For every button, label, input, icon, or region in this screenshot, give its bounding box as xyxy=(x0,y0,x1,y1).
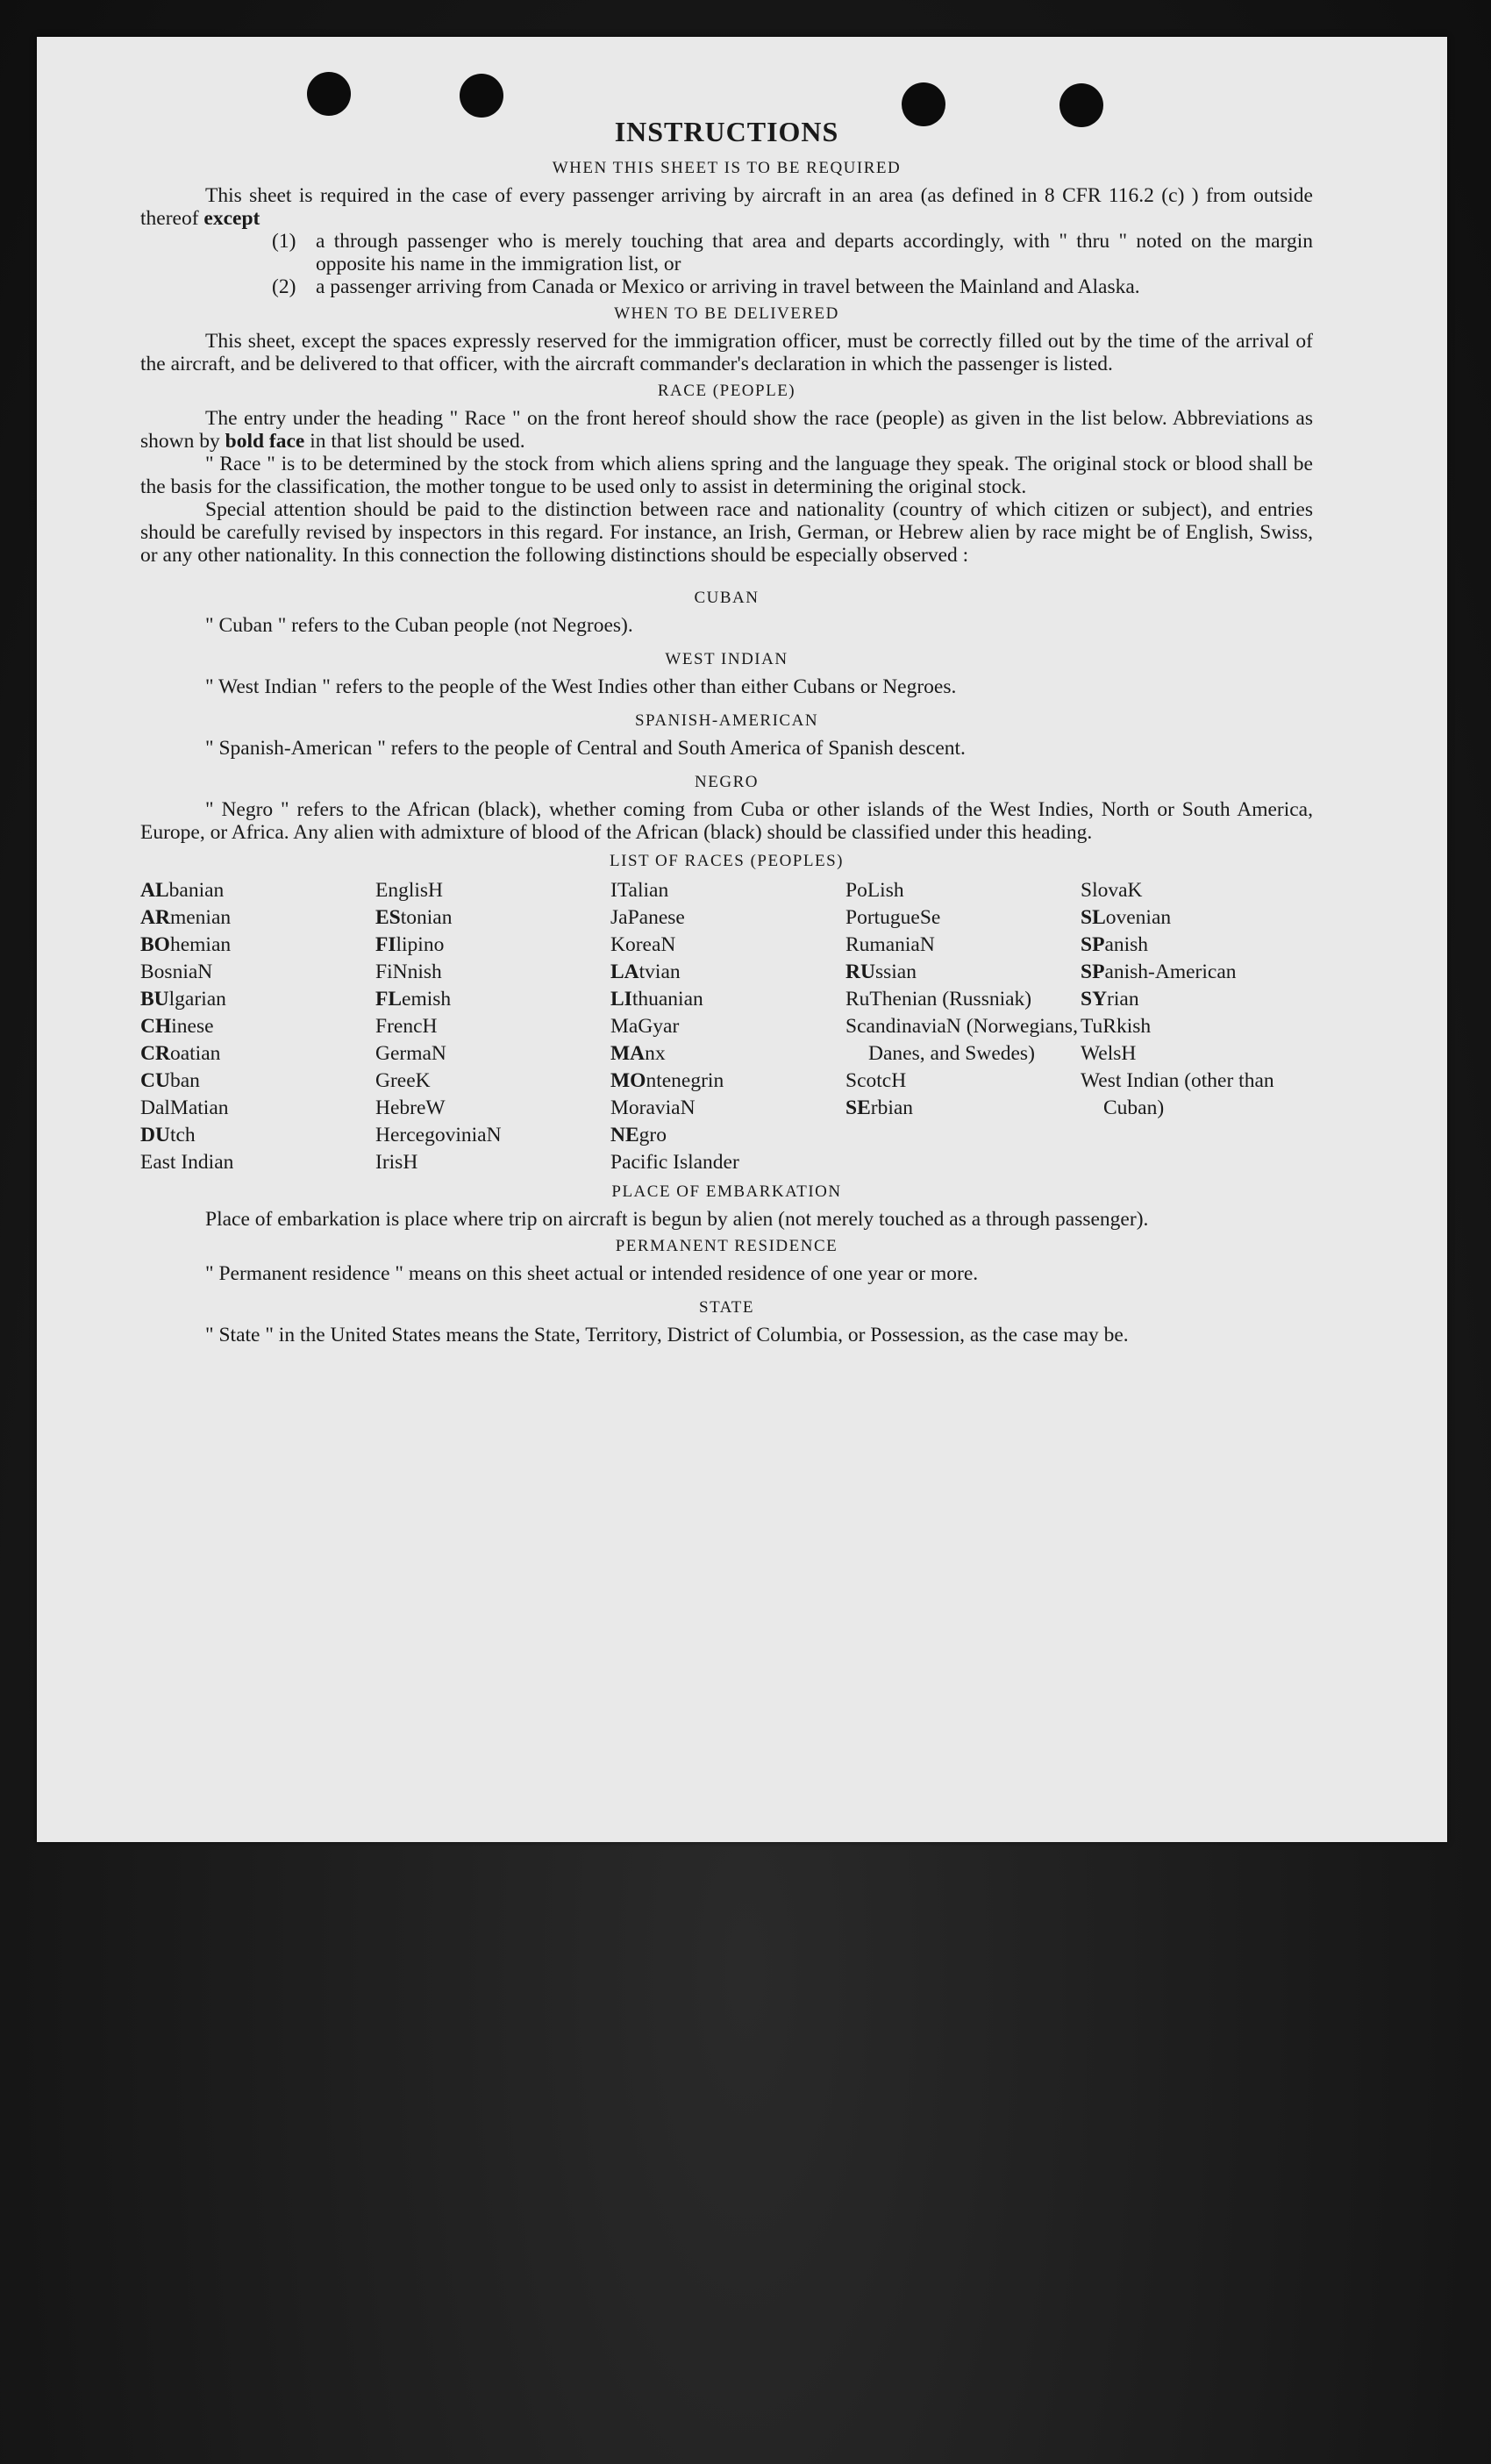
race-abbreviation: SE xyxy=(845,1096,871,1119)
race-abbreviation: MA xyxy=(610,1042,646,1065)
paragraph-cuban: " Cuban " refers to the Cuban people (not Negroes). xyxy=(205,614,633,637)
race-item xyxy=(610,1095,845,1122)
race-abbreviation: ES xyxy=(375,906,401,929)
race-item xyxy=(140,1095,375,1122)
heading-west-indian: WEST INDIAN xyxy=(665,650,788,668)
race-item xyxy=(375,1013,610,1040)
paragraph-race-1-text-end: in that list should be used. xyxy=(310,430,525,453)
race-item xyxy=(375,904,610,932)
races-list xyxy=(140,877,1313,1176)
race-abbreviation: AR xyxy=(140,906,170,929)
race-abbreviation: LI xyxy=(610,988,632,1011)
race-abbreviation: AL xyxy=(140,879,169,902)
race-abbreviation: FI xyxy=(375,933,396,956)
race-name: tch xyxy=(169,1124,196,1146)
race-item xyxy=(845,1095,1081,1122)
race-item xyxy=(610,1013,845,1040)
exception-text: a through passenger who is merely touching that area and departs accordingly, with " thru " noted on the margin opposite his name in the immigration list, or xyxy=(316,230,1313,275)
race-abbreviation: NE xyxy=(610,1124,639,1146)
race-name: emish xyxy=(402,988,452,1011)
race-item xyxy=(140,877,375,904)
race-abbreviation: CR xyxy=(140,1042,170,1065)
race-item xyxy=(610,959,845,986)
paragraph-required-except: except xyxy=(203,207,260,230)
race-abbreviation: SP xyxy=(1081,933,1105,956)
exception-item-2 xyxy=(272,275,1313,298)
race-item xyxy=(610,904,845,932)
race-name: TuRkish xyxy=(1081,1015,1152,1038)
races-column xyxy=(845,877,1081,1176)
race-name: KoreaN xyxy=(610,933,676,956)
race-abbreviation: CU xyxy=(140,1069,170,1092)
race-name: ntenegrin xyxy=(646,1069,724,1092)
race-item xyxy=(845,932,1081,959)
race-item xyxy=(610,932,845,959)
race-abbreviation: SL xyxy=(1081,906,1106,929)
race-name: ovenian xyxy=(1105,906,1172,929)
paragraph-race-2: " Race " is to be determined by the stock from which aliens spring and the language they speak. The original stock or blood shall be the basis for the classification, the mother tongue to be used only to assist in determining the original stock. xyxy=(140,453,1313,498)
paragraph-embarkation: Place of embarkation is place where trip on aircraft is begun by alien (not merely touched as a through passenger). xyxy=(205,1208,1149,1231)
race-item xyxy=(375,877,610,904)
race-item xyxy=(610,1068,845,1095)
race-name: WelsH xyxy=(1081,1042,1137,1065)
paragraph-residence: " Permanent residence " means on this sheet actual or intended residence of one year or more. xyxy=(205,1262,979,1285)
heading-list-of-races: LIST OF RACES (PEOPLES) xyxy=(610,852,844,870)
race-name: DalMatian xyxy=(140,1096,229,1119)
race-item xyxy=(140,1040,375,1068)
race-name: FrencH xyxy=(375,1015,438,1038)
race-name: rbian xyxy=(870,1096,914,1119)
race-item xyxy=(140,1149,375,1176)
instructions-content xyxy=(140,116,1313,1346)
paragraph-race-1-text: The entry under the heading " Race " on the front hereof should show the race (people) as given in the list below. Abbreviations as shown by xyxy=(140,407,1313,453)
race-name: MoraviaN xyxy=(610,1096,696,1119)
race-item xyxy=(375,986,610,1013)
race-item xyxy=(140,932,375,959)
race-name: ssian xyxy=(874,961,917,983)
paragraph-delivered: This sheet, except the spaces expressly reserved for the immigration officer, must be correctly filled out by the time of the arrival of the aircraft, and be delivered to that officer, with the aircraft commander's declaration in which the passenger is listed. xyxy=(140,330,1313,375)
race-name: thuanian xyxy=(631,988,703,1011)
race-item xyxy=(140,904,375,932)
race-item xyxy=(1081,1068,1313,1122)
page-title: INSTRUCTIONS xyxy=(614,116,839,147)
race-abbreviation: BU xyxy=(140,988,169,1011)
race-abbreviation: CH xyxy=(140,1015,172,1038)
races-column xyxy=(1081,877,1313,1176)
race-name: menian xyxy=(169,906,232,929)
race-name: tvian xyxy=(638,961,681,983)
race-name: IrisH xyxy=(375,1151,418,1174)
race-abbreviation: FL xyxy=(375,988,403,1011)
paragraph-state: " State " in the United States means the State, Territory, District of Columbia, or Possession, as the case may be. xyxy=(205,1324,1129,1346)
race-name: oatian xyxy=(169,1042,221,1065)
exception-number: (1) xyxy=(272,230,296,253)
punch-hole xyxy=(307,72,351,116)
race-name: anish-American xyxy=(1104,961,1237,983)
heading-cuban: CUBAN xyxy=(694,589,760,607)
race-item xyxy=(140,1068,375,1095)
race-name: PoLish xyxy=(845,879,904,902)
races-column xyxy=(140,877,375,1176)
race-item xyxy=(375,1040,610,1068)
races-column xyxy=(610,877,845,1176)
exception-item-1 xyxy=(272,230,1313,275)
race-item xyxy=(610,986,845,1013)
race-abbreviation: RU xyxy=(845,961,875,983)
race-name: FiNnish xyxy=(375,961,442,983)
paragraph-race-3: Special attention should be paid to the distinction between race and nationality (country of which citizen or subject), and entries should be carefully revised by inspectors in this regard. For instance, an Irish, German, or Hebrew alien by race might be of English, Swiss, or any other nationality. In this connection the following distinctions should be especially observed : xyxy=(140,498,1313,567)
race-item xyxy=(375,959,610,986)
heading-residence: PERMANENT RESIDENCE xyxy=(615,1237,838,1255)
race-item xyxy=(1081,1013,1313,1040)
heading-delivered: WHEN TO BE DELIVERED xyxy=(614,304,839,323)
race-item xyxy=(845,904,1081,932)
heading-spanish-american: SPANISH-AMERICAN xyxy=(634,711,819,730)
heading-negro: NEGRO xyxy=(695,773,759,791)
race-item xyxy=(610,877,845,904)
paragraph-race-1-bold: bold face xyxy=(225,430,305,453)
paragraph-spanish-american: " Spanish-American " refers to the people of Central and South America of Spanish descent. xyxy=(205,737,966,760)
race-name: HercegoviniaN xyxy=(375,1124,502,1146)
race-name: ban xyxy=(169,1069,200,1092)
race-name: lgarian xyxy=(168,988,226,1011)
race-abbreviation: SY xyxy=(1081,988,1108,1011)
race-item xyxy=(140,1122,375,1149)
races-column xyxy=(375,877,610,1176)
race-abbreviation: LA xyxy=(610,961,639,983)
paragraph-negro: " Negro " refers to the African (black), whether coming from Cuba or other islands of the West Indies, North or South America, Europe, or Africa. Any alien with admixture of blood of the African (black) should be classified under this heading. xyxy=(140,798,1313,844)
race-name: gro xyxy=(638,1124,667,1146)
race-item xyxy=(845,986,1081,1013)
heading-race: RACE (PEOPLE) xyxy=(657,382,796,400)
race-item xyxy=(1081,1040,1313,1068)
race-name: banian xyxy=(168,879,225,902)
race-name: MaGyar xyxy=(610,1015,680,1038)
race-item xyxy=(375,932,610,959)
race-item xyxy=(1081,986,1313,1013)
race-name: BosniaN xyxy=(140,961,213,983)
race-item xyxy=(140,959,375,986)
race-item xyxy=(845,877,1081,904)
race-name: ScandinaviaN (Norwegians, Danes, and Swedes) xyxy=(845,1015,1078,1065)
race-name: East Indian xyxy=(140,1151,234,1174)
race-abbreviation: BO xyxy=(140,933,170,956)
race-item xyxy=(1081,932,1313,959)
race-name: RuThenian (Russniak) xyxy=(845,988,1032,1011)
race-item xyxy=(140,986,375,1013)
paragraph-required-text: This sheet is required in the case of every passenger arriving by aircraft in an area (as defined in 8 CFR 116.2 (c) ) from outside thereof xyxy=(140,184,1313,230)
race-name: tonian xyxy=(400,906,453,929)
race-name: rian xyxy=(1107,988,1139,1011)
race-name: ITalian xyxy=(610,879,669,902)
race-item xyxy=(140,1013,375,1040)
race-item xyxy=(1081,959,1313,986)
heading-required: WHEN THIS SHEET IS TO BE REQUIRED xyxy=(552,159,902,177)
race-item xyxy=(610,1149,845,1176)
race-name: Pacific Islander xyxy=(610,1151,739,1174)
race-name: anish xyxy=(1104,933,1149,956)
heading-embarkation: PLACE OF EMBARKATION xyxy=(611,1182,842,1201)
exception-number: (2) xyxy=(272,275,296,298)
paragraph-race-1 xyxy=(140,407,1313,453)
race-abbreviation: SP xyxy=(1081,961,1105,983)
race-abbreviation: DU xyxy=(140,1124,170,1146)
race-item xyxy=(375,1068,610,1095)
race-item xyxy=(375,1149,610,1176)
race-name: HebreW xyxy=(375,1096,446,1119)
race-item xyxy=(845,1068,1081,1095)
race-name: hemian xyxy=(169,933,232,956)
heading-state: STATE xyxy=(699,1298,754,1317)
race-item xyxy=(375,1095,610,1122)
race-name: JaPanese xyxy=(610,906,685,929)
race-name: nx xyxy=(645,1042,666,1065)
race-name: ScotcH xyxy=(845,1069,907,1092)
race-name: lipino xyxy=(396,933,445,956)
paragraph-west-indian: " West Indian " refers to the people of the West Indies other than either Cubans or Negroes. xyxy=(205,675,957,698)
punch-hole xyxy=(460,74,503,118)
race-name: EnglisH xyxy=(375,879,444,902)
race-item xyxy=(1081,904,1313,932)
paragraph-required xyxy=(140,184,1313,230)
race-item xyxy=(845,959,1081,986)
race-name: SlovaK xyxy=(1081,879,1143,902)
exception-text: a passenger arriving from Canada or Mexico or arriving in travel between the Mainland and Alaska. xyxy=(316,275,1140,298)
race-name: GreeK xyxy=(375,1069,431,1092)
race-item xyxy=(375,1122,610,1149)
race-item xyxy=(1081,877,1313,904)
race-item xyxy=(610,1040,845,1068)
race-name: West Indian (other than Cuban) xyxy=(1081,1069,1274,1119)
race-name: PortugueSe xyxy=(845,906,941,929)
race-name: GermaN xyxy=(375,1042,446,1065)
race-name: RumaniaN xyxy=(845,933,935,956)
race-item xyxy=(845,1013,1081,1068)
race-item xyxy=(610,1122,845,1149)
race-abbreviation: MO xyxy=(610,1069,646,1092)
race-name: inese xyxy=(171,1015,214,1038)
